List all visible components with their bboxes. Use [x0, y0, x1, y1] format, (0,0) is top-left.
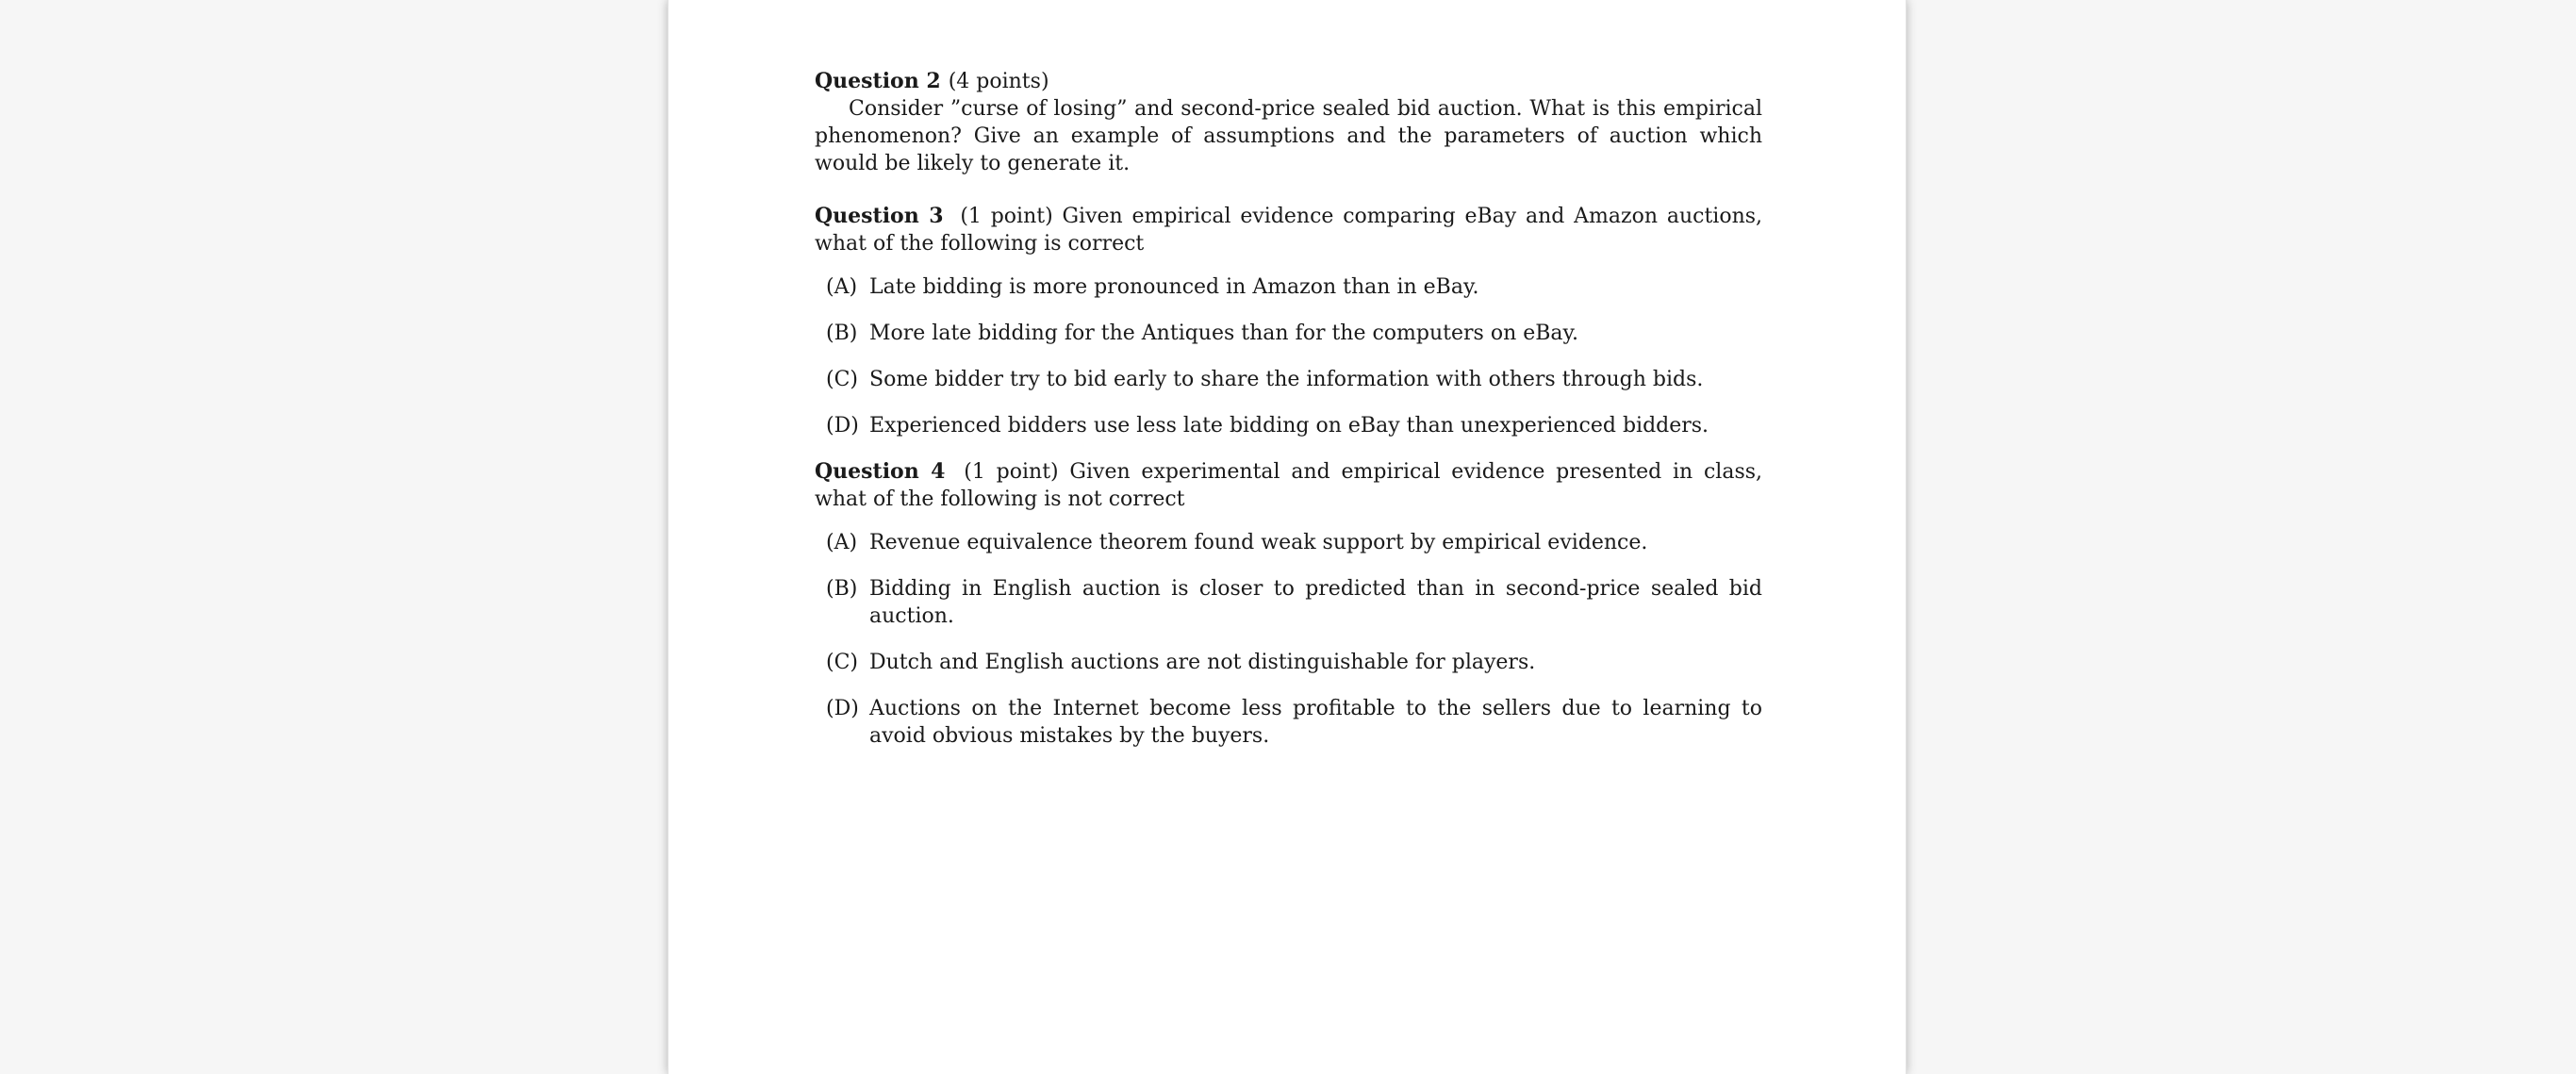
option-text: More late bidding for the Antiques than for the computers on eBay. — [869, 322, 1579, 345]
option-label: (B) — [826, 577, 858, 601]
option-label: (B) — [826, 322, 858, 345]
question-2-text: Consider ”curse of losing” and second-price sealed bid auction. What is this empirical phenomenon? Give an example of assumptions and the parameters of auction which would be likely to generate it. — [815, 97, 1762, 175]
question-3-options — [815, 273, 1762, 439]
page-content — [815, 68, 1762, 768]
option-label: (C) — [826, 651, 858, 674]
option-text: Experienced bidders use less late bidding on eBay than unexperienced bidders. — [869, 414, 1709, 438]
question-3-option-b — [815, 320, 1762, 347]
document-page — [668, 0, 1907, 1074]
question-4-label: Question 4 — [815, 459, 946, 484]
question-3-option-a — [815, 273, 1762, 301]
question-4-points: (1 point) — [964, 460, 1059, 484]
question-4-option-b — [815, 575, 1762, 630]
question-4-option-d — [815, 695, 1762, 750]
question-4-option-c — [815, 649, 1762, 676]
option-label: (D) — [826, 414, 859, 438]
question-3-points: (1 point) — [960, 205, 1053, 228]
question-4-options — [815, 529, 1762, 750]
question-2-label: Question 2 — [815, 69, 941, 93]
option-label: (D) — [826, 697, 859, 720]
question-2 — [815, 68, 1762, 177]
option-text: Dutch and English auctions are not distinguishable for players. — [869, 651, 1536, 674]
question-3-option-c — [815, 366, 1762, 393]
question-4-prompt — [815, 458, 1762, 513]
option-text: Auctions on the Internet become less profitable to the sellers due to learning to avoid obvious mistakes by the buyers. — [869, 697, 1762, 748]
option-label: (A) — [826, 275, 858, 299]
question-2-body — [815, 95, 1762, 177]
option-label: (C) — [826, 368, 858, 391]
question-2-points: (4 points) — [948, 70, 1049, 93]
option-text: Bidding in English auction is closer to predicted than in second-price sealed bid auction. — [869, 577, 1762, 628]
option-text: Some bidder try to bid early to share the information with others through bids. — [869, 368, 1704, 391]
option-label: (A) — [826, 531, 858, 554]
question-3-label: Question 3 — [815, 204, 944, 228]
question-3-option-d — [815, 412, 1762, 439]
question-3-prompt — [815, 203, 1762, 257]
question-3 — [815, 203, 1762, 439]
question-4 — [815, 458, 1762, 750]
question-2-header — [815, 68, 1762, 95]
question-3-text: Given empirical evidence comparing eBay and Amazon auctions, what of the following is correct — [815, 205, 1763, 256]
question-4-text: Given experimental and empirical evidence presented in class, what of the following is not correct — [815, 460, 1763, 511]
question-4-option-a — [815, 529, 1762, 556]
option-text: Revenue equivalence theorem found weak support by empirical evidence. — [869, 531, 1648, 554]
option-text: Late bidding is more pronounced in Amazon than in eBay. — [869, 275, 1479, 299]
